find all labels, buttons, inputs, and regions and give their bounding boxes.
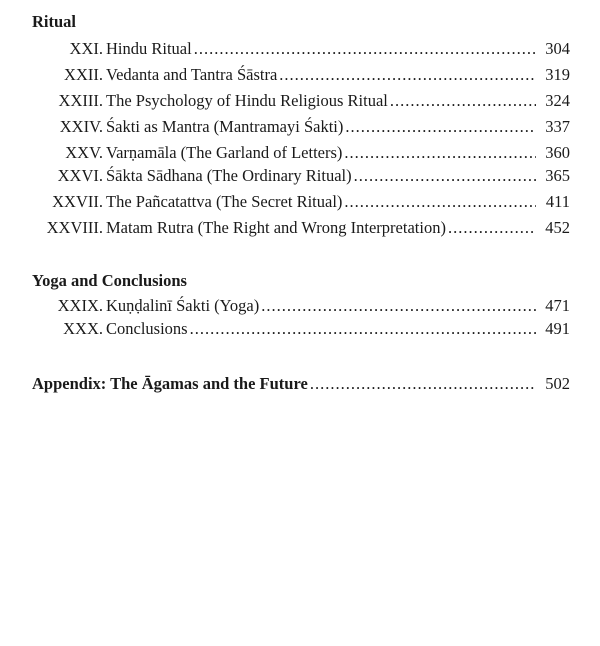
toc-entry-appendix[interactable] [32,373,570,395]
page-number: 491 [545,319,570,338]
chapter-title: Conclusions [106,319,188,338]
chapter-number: XXI. [69,39,103,58]
chapter-title: The Psychology of Hindu Religious Ritual [106,91,388,110]
dot-leader [194,38,536,60]
chapter-number: XXII. [64,65,103,84]
chapter-title: The Pañcatattva (The Secret Ritual) [106,192,343,211]
page-number: 411 [545,192,570,211]
chapter-title: Śakti as Mantra (Mantramayi Śakti) [106,117,344,136]
dot-leader [344,142,536,164]
toc-entry[interactable] [0,64,600,86]
toc-entry[interactable] [0,142,600,164]
chapter-number: XXVIII. [46,218,103,237]
chapter-number: XXIX. [57,296,103,315]
section-heading-ritual: Ritual [32,12,77,31]
chapter-number: XXX. [63,319,103,338]
chapter-number: XXIV. [59,117,103,136]
page-number: 471 [545,296,570,315]
toc-entry[interactable] [0,318,600,340]
toc-entry[interactable] [0,116,600,138]
toc-entry[interactable] [0,165,600,187]
dot-leader [448,217,536,239]
page-number: 319 [545,65,570,84]
dot-leader [279,64,536,86]
page-number: 452 [545,218,570,237]
chapter-title: Vedanta and Tantra Śāstra [106,65,278,84]
toc-entry[interactable] [0,191,600,213]
chapter-title: Kuṇḍalinī Śakti (Yoga) [106,296,260,315]
dot-leader [344,191,536,213]
chapter-title: Matam Rutra (The Right and Wrong Interpretation) [106,218,446,237]
toc-entry[interactable] [0,90,600,112]
chapter-number: XXVII. [52,192,103,211]
chapter-title: Varṇamāla (The Garland of Letters) [106,143,343,162]
page-number: 337 [545,117,570,136]
section-heading-yoga: Yoga and Conclusions [32,271,187,290]
toc-entry[interactable] [0,295,600,317]
dot-leader [310,373,536,395]
chapter-number: XXIII. [58,91,103,110]
chapter-number: XXV. [65,143,103,162]
page-number: 365 [545,166,570,185]
chapter-number: XXVI. [57,166,103,185]
page-number: 324 [545,91,570,110]
appendix-title: Appendix: The Āgamas and the Future [32,374,308,393]
chapter-title: Śākta Sādhana (The Ordinary Ritual) [106,166,352,185]
page-number: 304 [545,39,570,58]
dot-leader [345,116,536,138]
page-number: 502 [545,374,570,393]
dot-leader [190,318,536,340]
dot-leader [354,165,536,187]
dot-leader [261,295,536,317]
toc-entry[interactable] [0,217,600,239]
toc-entry[interactable] [0,38,600,60]
page-number: 360 [545,143,570,162]
chapter-title: Hindu Ritual [106,39,192,58]
dot-leader [390,90,536,112]
